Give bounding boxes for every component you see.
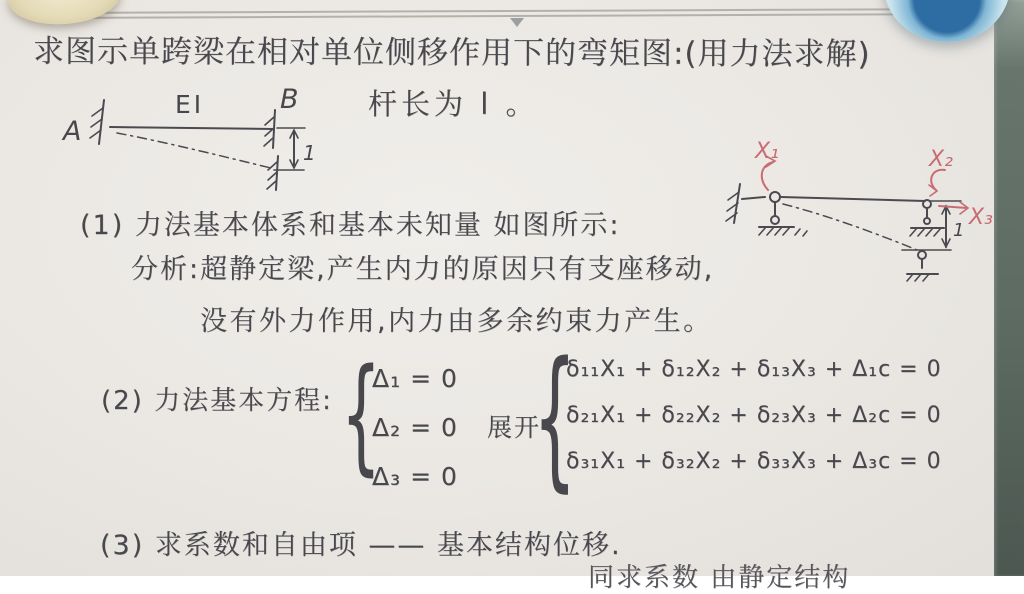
- blue-magnet-pin: [884, 0, 1010, 42]
- section1-analysis-line1: 分析:超静定梁,产生内力的原因只有支座移动,: [131, 254, 715, 285]
- section1-analysis-line2: 没有外力作用,内力由多余约束力产生。: [200, 306, 713, 337]
- section3-heading: (3) 求系数和自由项 —— 基本结构位移.: [100, 530, 622, 561]
- triangle-marker-icon: [510, 18, 524, 27]
- unit-displacement-label: 1: [953, 220, 965, 241]
- beam-stiffness-label: EI: [175, 90, 205, 119]
- problem-title: 求图示单跨梁在相对单位侧移作用下的弯矩图:(用力法求解): [32, 33, 871, 73]
- system-brace: {: [341, 341, 382, 488]
- support-b-label: B: [280, 84, 299, 115]
- unit-displacement-label: 1: [303, 141, 316, 165]
- equation-delta1: Δ₁ = 0: [372, 364, 458, 393]
- redundant-x2-label: X₂: [929, 147, 953, 172]
- expanded-force-method-equations: [566, 357, 942, 474]
- tan-magnet-pin: [6, 0, 121, 28]
- given-beam-diagram: [25, 80, 325, 200]
- expanded-system-brace: {: [533, 329, 577, 506]
- redundant-x3-label: X₃: [969, 205, 993, 230]
- compatibility-conditions: [372, 364, 458, 491]
- redundant-x1-label: X₁: [755, 139, 779, 164]
- section2-heading: (2) 力法基本方程:: [101, 386, 333, 416]
- next-line-partial-text: 同求系数 由静定结构: [588, 563, 851, 593]
- equation-delta3: Δ₃ = 0: [372, 462, 458, 491]
- section1-heading: (1) 力法基本体系和基本未知量 如图所示:: [80, 210, 621, 241]
- equation-delta2: Δ₂ = 0: [372, 413, 458, 442]
- support-a-label: A: [63, 116, 82, 147]
- equation-row1: δ₁₁X₁ + δ₁₂X₂ + δ₁₃X₃ + Δ₁c = 0: [566, 357, 942, 382]
- equation-row3: δ₃₁X₁ + δ₃₂X₂ + δ₃₃X₃ + Δ₃c = 0: [566, 449, 942, 474]
- expand-label: 展开: [487, 413, 542, 442]
- equation-row2: δ₂₁X₁ + δ₂₂X₂ + δ₂₃X₃ + Δ₂c = 0: [566, 403, 942, 428]
- rod-length-note: 杆长为 l 。: [368, 87, 539, 121]
- force-method-basic-system-diagram: [715, 128, 1024, 293]
